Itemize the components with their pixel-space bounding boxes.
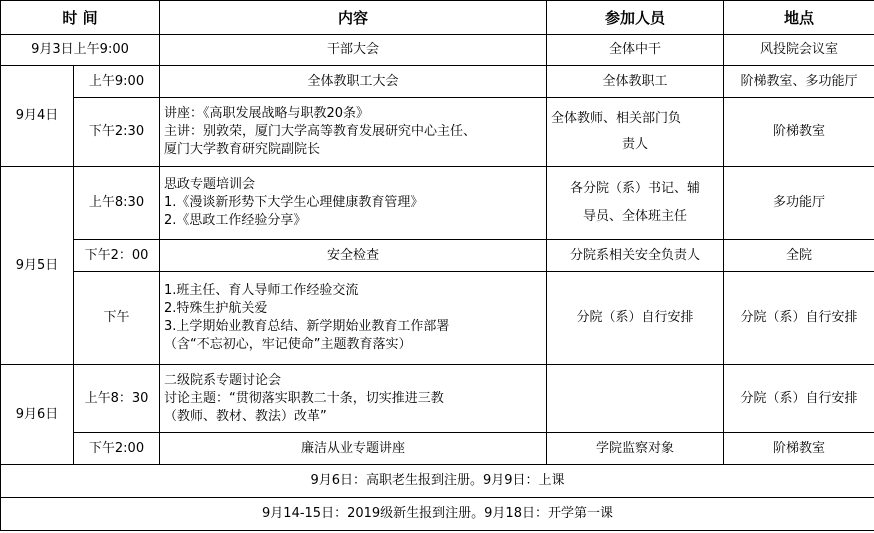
header-content: 内容	[160, 1, 547, 35]
row-content: 廉洁从业专题讲座	[160, 433, 547, 465]
row-attendees: 全体教职工	[547, 66, 724, 98]
content-line: 1.班主任、育人导师工作经验交流	[164, 283, 359, 298]
row-attendees: 分院系相关安全负责人	[547, 240, 724, 272]
content-line: 思政专题培训会	[164, 177, 256, 192]
content-line: （含“不忘初心，牢记使命”主题教育落实）	[164, 337, 412, 352]
table-row	[1, 98, 874, 167]
row-content	[160, 167, 547, 240]
content-line: 2.《思政工作经验分享》	[164, 213, 307, 228]
row-content	[160, 272, 547, 365]
note-row	[1, 465, 874, 498]
table-row	[1, 272, 874, 365]
row-attendees	[547, 167, 724, 240]
content-line: 讨论主题：“贯彻落实职教二十条，切实推进三教	[164, 390, 444, 406]
row-date: 9月3日上午9:00	[1, 35, 160, 66]
date-sep-6: 9月6日	[1, 365, 74, 465]
row-time: 下午	[74, 272, 160, 365]
row-location: 阶梯教室、多功能厅	[724, 66, 874, 98]
attendees-line: 责人	[622, 137, 649, 152]
table-row	[1, 365, 874, 433]
row-location: 全院	[724, 240, 874, 272]
content-line: 主讲：别敦荣，厦门大学高等教育发展研究中心主任、	[164, 124, 477, 139]
row-content: 全体教职工大会	[160, 66, 547, 98]
table-row	[1, 167, 874, 240]
content-line: 讲座：《高职发展战略与职教20条》	[164, 106, 370, 121]
header-attendees: 参加人员	[547, 1, 724, 35]
row-attendees: 全体中干	[547, 35, 724, 66]
table-row	[1, 35, 874, 66]
table-row	[1, 433, 874, 465]
content-line: 1.《漫谈新形势下大学生心理健康教育管理》	[164, 195, 424, 210]
row-attendees	[547, 98, 724, 167]
note-registration-new: 9月14-15日：2019级新生报到注册。9月18日：开学第一课	[1, 498, 874, 531]
content-line: 2.特殊生护航关爱	[164, 301, 268, 316]
row-time: 下午2：00	[74, 240, 160, 272]
attendees-line: 各分院（系）书记、辅	[570, 181, 701, 196]
row-location: 分院（系）自行安排	[724, 272, 874, 365]
row-content: 安全检查	[160, 240, 547, 272]
table-header-row	[1, 1, 874, 35]
note-row	[1, 498, 874, 531]
table-row	[1, 240, 874, 272]
content-line: 3.上学期始业教育总结、新学期始业教育工作部署	[164, 319, 450, 334]
row-time: 上午8:30	[74, 167, 160, 240]
date-sep-4: 9月4日	[1, 66, 74, 167]
date-sep-5: 9月5日	[1, 167, 74, 365]
header-time: 时 间	[1, 1, 160, 35]
row-content	[160, 98, 547, 167]
row-attendees: 分院（系）自行安排	[547, 272, 724, 365]
row-location: 风投院会议室	[724, 35, 874, 66]
row-location: 阶梯教室	[724, 98, 874, 167]
content-line: 厦门大学教育研究院副院长	[164, 142, 321, 157]
content-line: 二级院系专题讨论会	[164, 372, 282, 388]
table-row	[1, 66, 874, 98]
content-line: （教师、教材、教法）改革”	[164, 408, 327, 424]
row-location: 多功能厅	[724, 167, 874, 240]
note-registration-returning: 9月6日：高职老生报到注册。9月9日：上课	[1, 465, 874, 498]
row-time: 下午2:00	[74, 433, 160, 465]
row-time: 下午2:30	[74, 98, 160, 167]
attendees-line: 导员、全体班主任	[583, 209, 688, 224]
row-attendees	[547, 365, 724, 433]
row-content: 干部大会	[160, 35, 547, 66]
row-time: 上午9:00	[74, 66, 160, 98]
row-time: 上午8：30	[74, 365, 160, 433]
row-location: 分院（系）自行安排	[724, 365, 874, 433]
row-location: 阶梯教室	[724, 433, 874, 465]
row-attendees: 学院监察对象	[547, 433, 724, 465]
row-content	[160, 365, 547, 433]
header-location: 地点	[724, 1, 874, 35]
attendees-line: 全体教师、相关部门负	[551, 111, 682, 126]
